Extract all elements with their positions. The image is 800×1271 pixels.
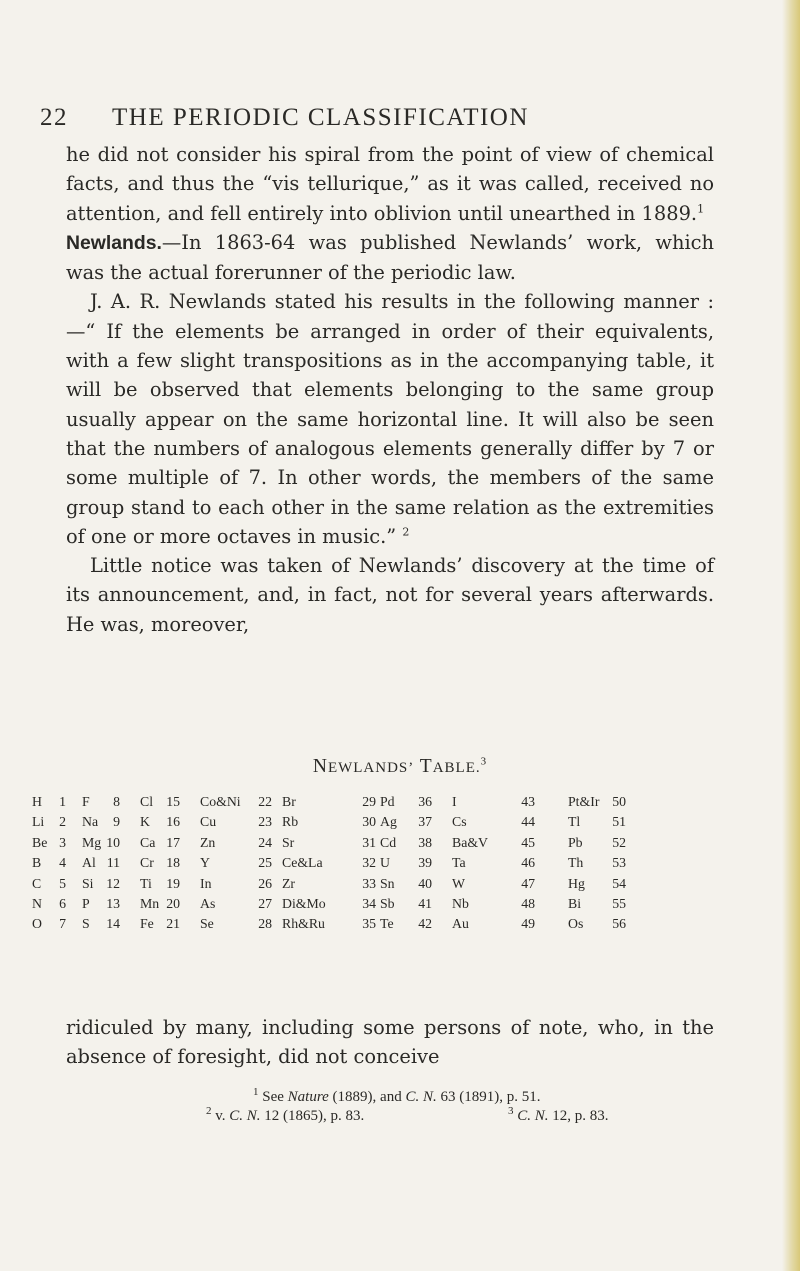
element-symbol-cell: Y	[200, 855, 210, 871]
element-symbol-cell: Pd	[380, 794, 395, 809]
page-number: 22	[40, 104, 68, 131]
element-symbol-cell: Si	[82, 875, 94, 891]
element-number-cell: 56	[612, 916, 626, 932]
paragraph-2-text: —In 1863-64 was published Newlands’ work, which was the actual forerunner of the periodic law.	[66, 230, 714, 285]
body-text-lower	[66, 1013, 714, 1072]
element-number-cell: 40	[418, 875, 432, 891]
element-number-cell: 12	[106, 875, 120, 891]
element-symbol-cell: Cu	[200, 814, 217, 830]
element-symbol-cell: Be	[32, 834, 48, 850]
paragraph-1	[66, 140, 714, 228]
element-number-cell: 54	[612, 875, 626, 891]
element-symbol-cell: Os	[568, 916, 584, 932]
element-number-cell: 9	[113, 814, 120, 830]
element-number-cell: 23	[258, 814, 272, 830]
element-number-cell: 28	[258, 916, 272, 932]
table-title	[0, 756, 800, 778]
element-number-cell: 10	[106, 834, 120, 850]
element-symbol-cell: Cl	[140, 794, 154, 809]
paragraph-4-text: Little notice was taken of Newlands’ discovery at the time of its announcement, and, in fact, not for several years afterwards. He was, moreover,	[66, 554, 714, 636]
paragraph-2	[66, 228, 714, 288]
footnote-2-post: 12 (1865), p. 83.	[260, 1108, 365, 1124]
footnote-1-mark: 1	[253, 1086, 259, 1098]
element-symbol-cell: Ti	[140, 875, 152, 891]
element-symbol-cell: Ta	[452, 855, 466, 871]
element-symbol-cell: Zr	[282, 875, 296, 891]
element-symbol-cell: U	[380, 855, 390, 871]
footnote-3-journal: C. N.	[517, 1108, 549, 1124]
element-number-cell: 35	[362, 916, 376, 932]
element-number-cell: 48	[521, 895, 535, 911]
element-number-cell: 42	[418, 916, 432, 932]
body-text-upper	[66, 140, 714, 639]
element-symbol-cell: C	[32, 875, 42, 891]
element-number-cell: 26	[258, 875, 272, 891]
element-number-cell: 14	[106, 916, 120, 932]
element-number-cell: 24	[258, 834, 272, 850]
element-number-cell: 49	[521, 916, 535, 932]
element-number-cell: 41	[418, 895, 432, 911]
paragraph-3	[66, 287, 714, 551]
table-title-ewlands: EWLANDS’	[327, 760, 415, 776]
element-number-cell: 38	[418, 834, 432, 850]
element-number-cell: 55	[612, 895, 626, 911]
footnote-3-post: 12, p. 83.	[548, 1108, 609, 1124]
element-symbol-cell: Fe	[140, 916, 154, 932]
element-number-cell: 4	[59, 855, 66, 871]
element-number-cell: 37	[418, 814, 432, 830]
element-symbol-cell: Se	[200, 916, 214, 932]
element-number-cell: 13	[106, 895, 120, 911]
paragraph-5: ridiculed by many, including some persons of note, who, in the absence of foresight, did not conceive	[66, 1016, 714, 1069]
element-number-cell: 20	[166, 895, 180, 911]
element-symbol-cell: Tl	[568, 814, 581, 830]
element-number-cell: 21	[166, 916, 180, 932]
element-symbol-cell: As	[200, 895, 216, 911]
element-symbol-cell: Ce&La	[282, 855, 323, 871]
footnote-2-mark: 2	[206, 1105, 212, 1117]
table-title-n: N	[312, 756, 328, 777]
element-symbol-cell: Sb	[380, 895, 395, 911]
element-symbol-cell: Li	[32, 814, 45, 830]
element-number-cell: 39	[418, 855, 432, 871]
footnote-1-post: 63 (1891), p. 51.	[436, 1089, 541, 1105]
footnote-1-journal-2: C. N.	[405, 1089, 437, 1105]
element-symbol-cell: Co&Ni	[200, 794, 241, 809]
paragraph-4	[66, 551, 714, 639]
element-number-cell: 30	[362, 814, 376, 830]
page-edge-shading	[782, 0, 800, 1271]
table-title-able: ABLE.	[432, 760, 481, 776]
footnote-2-journal: C. N.	[229, 1108, 261, 1124]
element-symbol-cell: Sn	[380, 875, 395, 891]
element-symbol-cell: In	[200, 875, 212, 891]
element-number-cell: 46	[521, 855, 535, 871]
element-symbol-cell: Te	[380, 916, 394, 932]
element-symbol-cell: B	[32, 855, 42, 871]
element-number-cell: 36	[418, 794, 432, 809]
table-title-t: T	[419, 756, 433, 777]
element-symbol-cell: W	[452, 875, 466, 891]
element-symbol-cell: Bi	[568, 895, 582, 911]
element-number-cell: 33	[362, 875, 376, 891]
footnote-1-journal: Nature	[287, 1089, 329, 1105]
element-symbol-cell: Cr	[140, 855, 154, 871]
element-number-cell: 22	[258, 794, 272, 809]
element-symbol-cell: O	[32, 916, 42, 932]
page-header	[0, 104, 800, 134]
element-number-cell: 7	[59, 916, 66, 932]
element-number-cell: 16	[166, 814, 180, 830]
element-number-cell: 8	[113, 794, 120, 809]
element-number-cell: 47	[521, 875, 535, 891]
footnote-ref-2: 2	[402, 525, 410, 539]
paragraph-1-text: he did not consider his spiral from the point of view of chemical facts, and thus the “vis tellurique,” as it was called, received no attention, and fell entirely into oblivion until unearthed in 1889.	[66, 143, 714, 225]
footnote-1	[253, 1088, 540, 1107]
element-number-cell: 43	[521, 794, 535, 809]
element-symbol-cell: S	[82, 916, 90, 932]
element-symbol-cell: Rb	[282, 814, 299, 830]
paragraph-3-text: J. A. R. Newlands stated his results in the following manner :—“ If the elements be arranged in order of their equivalents, with a few slight transpositions as in the accompanying table, it will be observed that elements belonging to the same group usually appear on the same horizontal line. It will also be seen that the numbers of analogous elements generally differ by 7 or some multiple of 7. In other words, the members of the same group stand to each other in the same relation as the extremities of one or more octaves in music.”	[66, 290, 714, 548]
element-symbol-cell: Mn	[140, 895, 160, 911]
element-symbol-cell: Al	[82, 855, 96, 871]
element-number-cell: 11	[106, 855, 120, 871]
element-symbol-cell: Zn	[200, 834, 216, 850]
element-symbol-cell: F	[82, 794, 90, 809]
element-symbol-cell: Br	[282, 794, 296, 809]
element-number-cell: 25	[258, 855, 272, 871]
footnote-1-pre: See	[262, 1089, 288, 1105]
element-number-cell: 1	[59, 794, 66, 809]
running-title: THE PERIODIC CLASSIFICATION	[112, 104, 529, 131]
element-symbol-cell: N	[32, 895, 42, 911]
element-symbol-cell: I	[452, 794, 457, 809]
element-symbol-cell: Cs	[452, 814, 467, 830]
element-symbol-cell: Hg	[568, 875, 585, 891]
element-symbol-cell: P	[82, 895, 90, 911]
element-number-cell: 18	[166, 855, 180, 871]
element-symbol-cell: Ca	[140, 834, 156, 850]
element-symbol-cell: Pt&Ir	[568, 794, 600, 809]
element-number-cell: 32	[362, 855, 376, 871]
element-number-cell: 2	[59, 814, 66, 830]
element-symbol-cell: Ag	[380, 814, 397, 830]
footnote-3-mark: 3	[508, 1105, 514, 1117]
element-number-cell: 53	[612, 855, 626, 871]
footnote-1-mid: (1889), and	[328, 1089, 406, 1105]
element-symbol-cell: Sr	[282, 834, 295, 850]
element-number-cell: 27	[258, 895, 272, 911]
element-symbol-cell: Pb	[568, 834, 583, 850]
element-number-cell: 5	[59, 875, 66, 891]
element-symbol-cell: Cd	[380, 834, 397, 850]
element-symbol-cell: Rh&Ru	[282, 916, 325, 932]
element-symbol-cell: Nb	[452, 895, 469, 911]
element-symbol-cell: Au	[452, 916, 469, 932]
element-symbol-cell: H	[32, 794, 42, 809]
footnote-ref-1: 1	[697, 202, 705, 216]
element-number-cell: 51	[612, 814, 626, 830]
element-number-cell: 44	[521, 814, 535, 830]
element-number-cell: 52	[612, 834, 626, 850]
footnote-3	[508, 1107, 609, 1126]
element-number-cell: 31	[362, 834, 376, 850]
element-symbol-cell: Di&Mo	[282, 895, 326, 911]
element-symbol-cell: Th	[568, 855, 584, 871]
footnote-2-pre: v.	[215, 1108, 230, 1124]
footnote-2	[206, 1107, 364, 1126]
element-number-cell: 45	[521, 834, 535, 850]
element-number-cell: 19	[166, 875, 180, 891]
element-symbol-cell: Na	[82, 814, 99, 830]
newlands-heading: Newlands.	[66, 231, 162, 254]
element-number-cell: 17	[166, 834, 180, 850]
element-symbol-cell: Mg	[82, 834, 102, 850]
element-symbol-cell: K	[140, 814, 150, 830]
element-symbol-cell: Ba&V	[452, 834, 489, 850]
element-number-cell: 34	[362, 895, 376, 911]
element-number-cell: 50	[612, 794, 626, 809]
element-number-cell: 29	[362, 794, 376, 809]
element-number-cell: 3	[59, 834, 66, 850]
element-number-cell: 6	[59, 895, 66, 911]
element-number-cell: 15	[166, 794, 180, 809]
footnote-ref-3: 3	[480, 755, 488, 768]
